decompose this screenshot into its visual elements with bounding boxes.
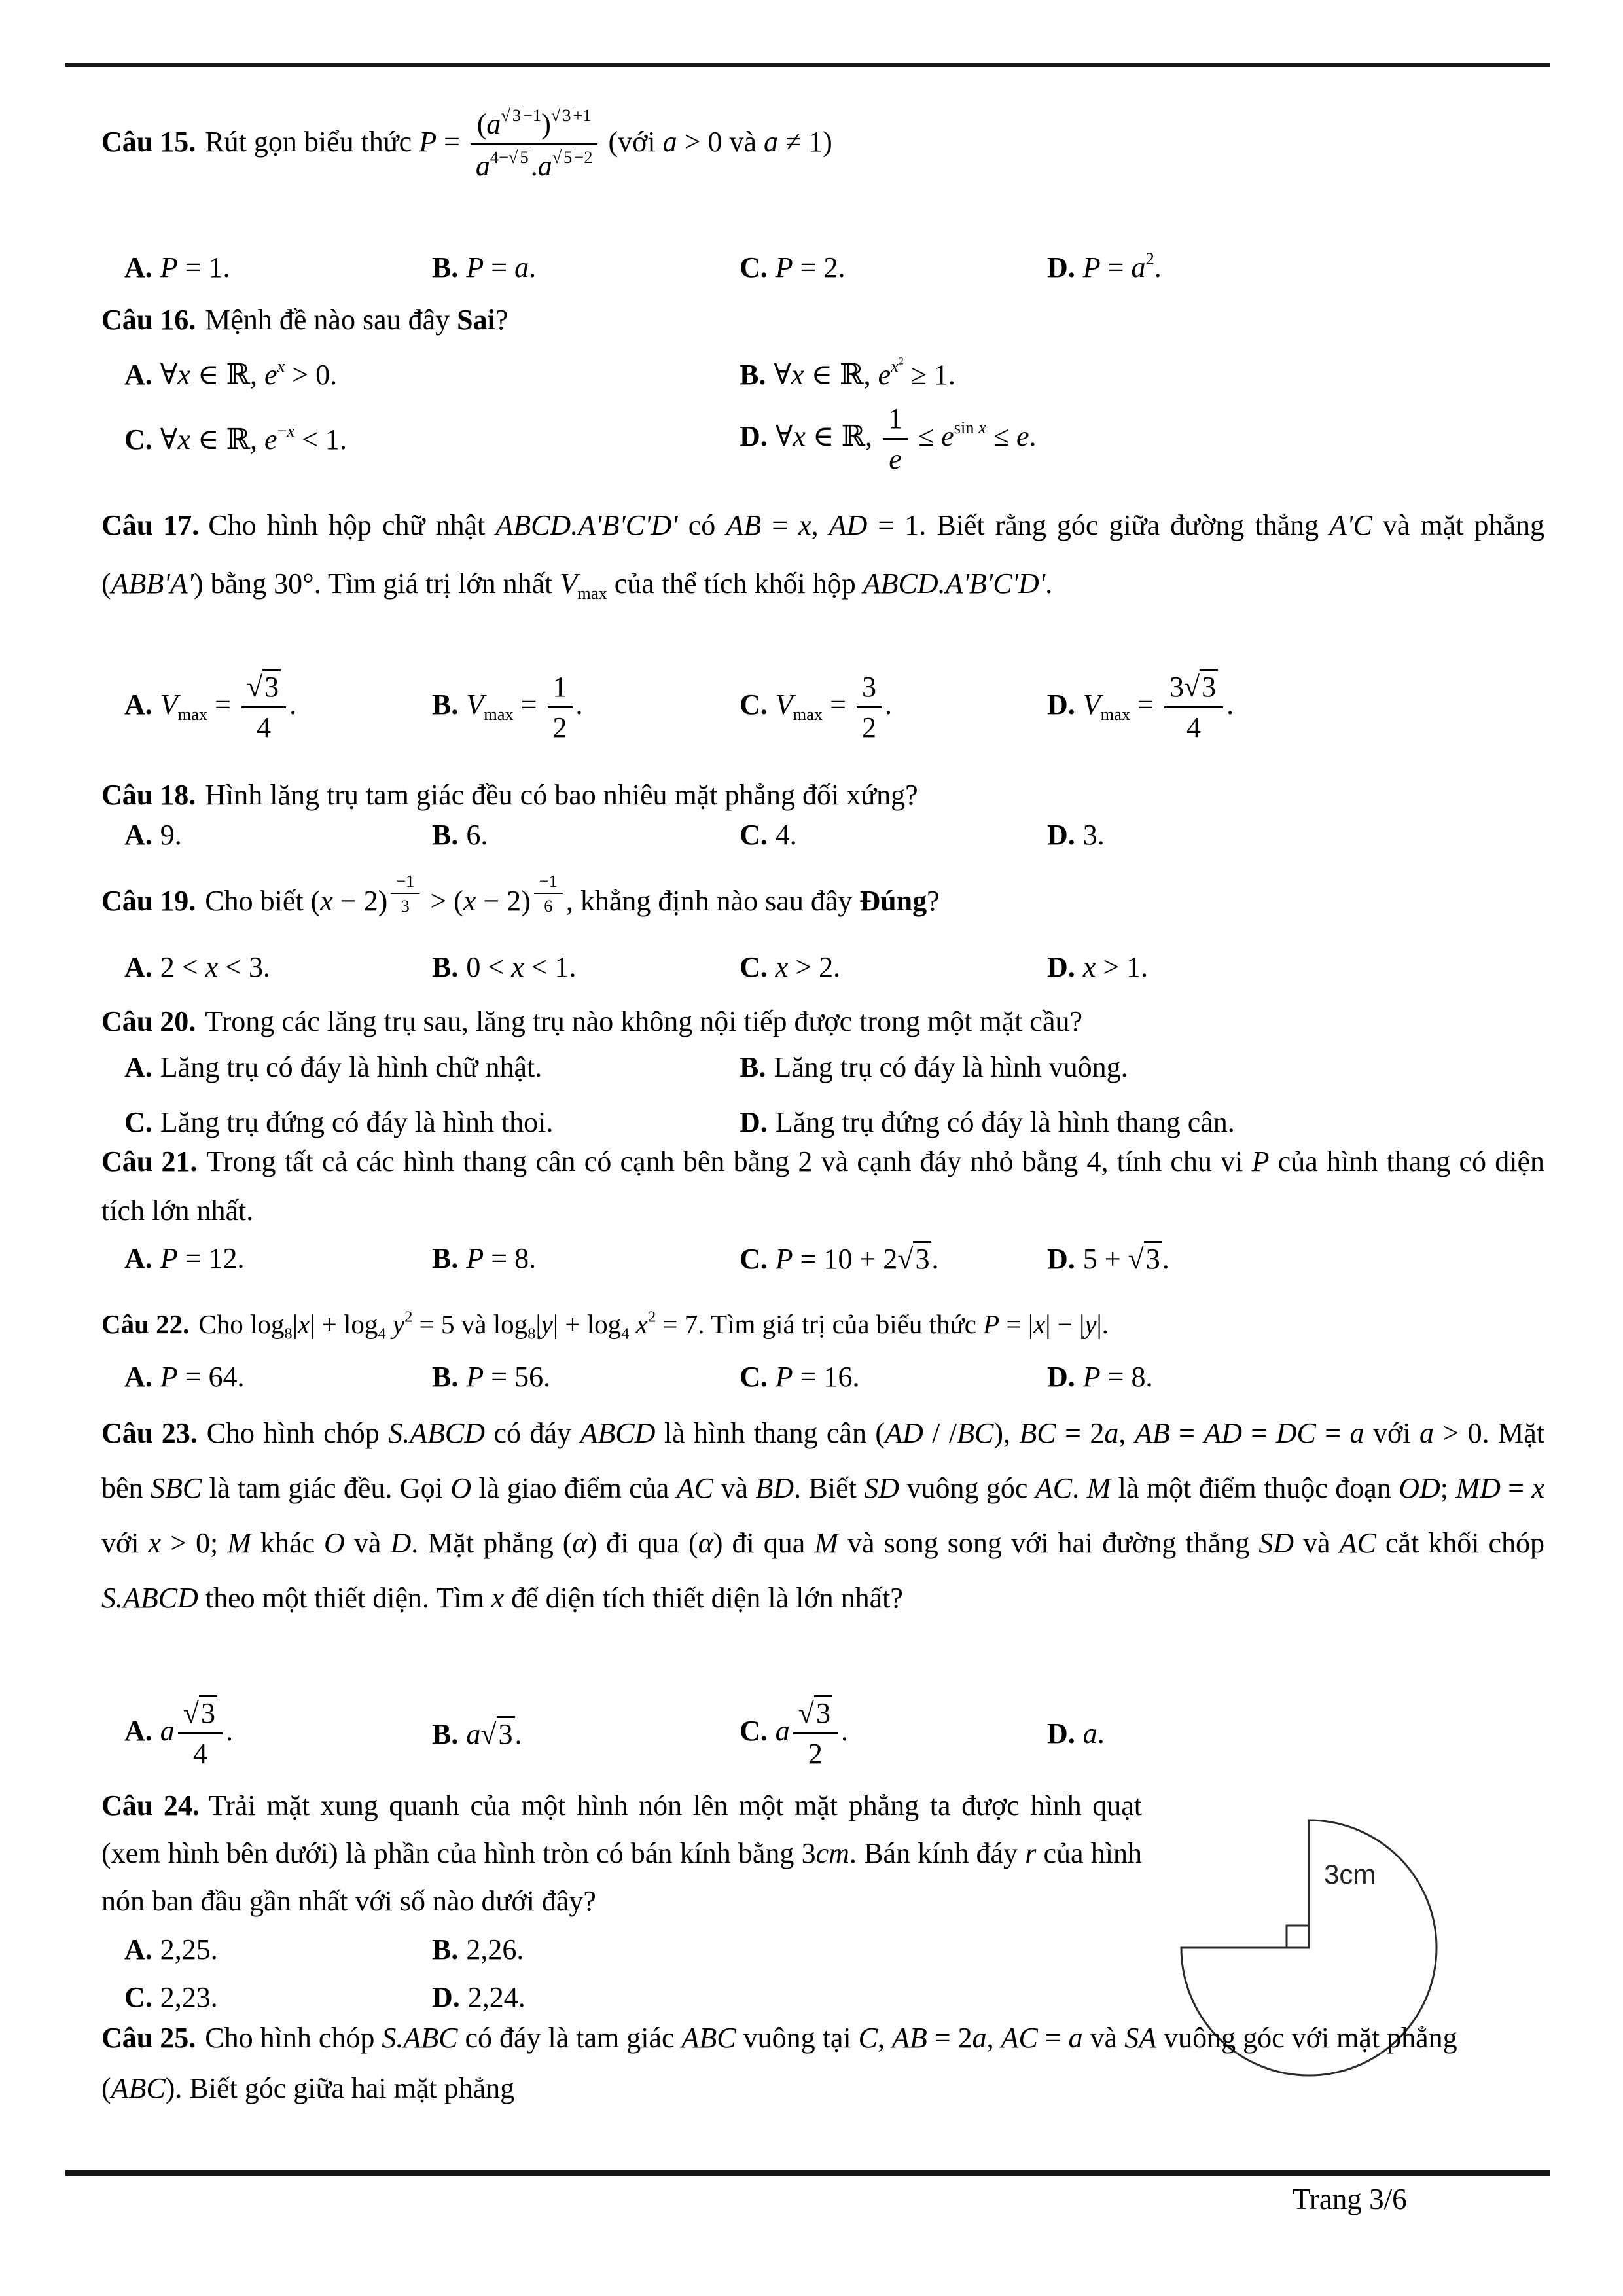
option-c: C. P = 2. xyxy=(740,251,846,283)
bottom-rule xyxy=(65,2170,1550,2176)
question-24 xyxy=(101,1782,1142,1925)
question-17-options xyxy=(101,669,1544,745)
option-a: A. 2,25. xyxy=(124,1933,218,1965)
question-19-options xyxy=(101,950,1544,984)
question-label: Câu 17. xyxy=(101,509,200,541)
question-20 xyxy=(101,997,1544,1047)
question-text: Mệnh đề nào sau đây Sai? xyxy=(205,304,508,336)
option-d: D. a. xyxy=(1047,1717,1105,1749)
question-15 xyxy=(101,105,1544,184)
question-text: Cho $\log_8|x| + \log_4 y^2 = 5$ và $\log_8|y| + \log_4 x^2 = 7$. Tìm giá trị của biểu thức P = |x| − |y|. xyxy=(198,1308,1109,1343)
question-text: Cho biết (x − 2) $^{\frac{-1}{3}}$ > (x − 2) $^{\frac{-1}{6}}$ , khẳng định nào sau đây Đúng? xyxy=(205,871,940,917)
option-b: B. 0 < x < 1. xyxy=(432,951,577,983)
option-a: A. 9. xyxy=(124,819,182,851)
question-16 xyxy=(101,296,1544,345)
question-18 xyxy=(101,771,1544,820)
option-b: B. $V_{max}$ = $\frac{1}{2}$ . xyxy=(432,669,740,745)
question-text: Cho hình chóp S.ABCD có đáy ABCD là hình thang cân (AD / /BC), BC = 2a, AB = AD = DC = a với a > 0. Mặt bên SBC là tam giác đều. Gọi O là giao điểm của AC và BD. Biết SD vuông góc AC. M là một điểm thuộc đoạn OD; MD = x với x > 0; M khác O và D. Mặt phẳng (α) đi qua (α) đi qua M và song song với hai đường thẳng SD và AC cắt khối chóp S.ABCD theo một thiết diện. Tìm x để diện tích thiết diện là lớn nhất? xyxy=(101,1417,1545,1614)
radius-label: 3cm xyxy=(1324,1859,1376,1890)
question-17 xyxy=(101,496,1544,613)
question-label: Câu 19. xyxy=(101,884,196,917)
question-23 xyxy=(101,1406,1544,1626)
question-label: Câu 16. xyxy=(101,304,196,336)
option-d: D. x > 1. xyxy=(1047,951,1149,983)
question-24-options xyxy=(101,1926,844,2021)
page-number: Trang 3/6 xyxy=(1293,2183,1407,2215)
option-c: C. 2,23. xyxy=(124,1981,218,2013)
question-label: Câu 24. xyxy=(101,1789,200,1821)
question-19 xyxy=(101,870,1544,925)
question-text: Trong tất cả các hình thang cân có cạnh bên bằng 2 và cạnh đáy nhỏ bằng 4, tính chu vi P của hình thang có diện tích lớn nhất. xyxy=(101,1145,1545,1227)
question-21-options xyxy=(101,1241,1544,1276)
option-c: C. 4. xyxy=(740,819,797,851)
option-d: D. P = 8. xyxy=(1047,1361,1153,1393)
option-d: D. $V_{max}$ = $\frac{3√3}{4}$ . xyxy=(1047,669,1544,745)
question-20-options xyxy=(101,1045,1544,1145)
option-a: A. a $\frac{√3}{4}$ . xyxy=(124,1695,432,1772)
question-label: Câu 21. xyxy=(101,1145,198,1177)
question-label: Câu 15. xyxy=(101,125,196,158)
option-a: A. ∀x ∈ ℝ, $e^x > 0$. xyxy=(124,355,338,391)
question-21 xyxy=(101,1137,1544,1235)
option-c: C. a $\frac{√3}{2}$ . xyxy=(740,1695,1047,1772)
option-c: C. P = 16. xyxy=(740,1361,860,1393)
question-text: Trải mặt xung quanh của một hình nón lên một mặt phẳng ta được hình quạt (xem hình bên dưới) là phần của hình tròn có bán kính bằng 3cm. Bán kính đáy r của hình nón ban đầu gần nhất với số nào dưới đây? xyxy=(101,1789,1142,1917)
option-b: B. ∀x ∈ ℝ, $e^{x^2} \ge 1$. xyxy=(740,356,955,391)
question-label: Câu 25. xyxy=(101,2022,196,2054)
option-d: D. $P = a^2$. xyxy=(1047,249,1162,283)
option-b: B. a√3. xyxy=(432,1716,740,1751)
option-a: A. $V_{max}$ = $\frac{√3}{4}$ . xyxy=(124,669,432,745)
question-text: Cho hình hộp chữ nhật ABCD.A'B'C'D' có AB = x, AD = 1. Biết rằng góc giữa đường thẳng A'C và mặt phẳng (ABB'A') bằng 30°. Tìm giá trị lớn nhất $V_{max}$ của thể tích khối hộp ABCD.A'B'C'D'. xyxy=(101,509,1545,603)
right-angle-mark xyxy=(1287,1926,1309,1948)
question-15-options xyxy=(101,250,1544,284)
option-c: C. $V_{max}$ = $\frac{3}{2}$ . xyxy=(740,669,1047,745)
option-d: D. 3. xyxy=(1047,819,1105,851)
question-text: Trong các lăng trụ sau, lăng trụ nào không nội tiếp được trong một mặt cầu? xyxy=(205,1005,1083,1037)
question-label: Câu 20. xyxy=(101,1005,196,1037)
question-text: Cho hình chóp S.ABC có đáy là tam giác ABC vuông tại C, AB = 2a, AC = a và SA vuông góc với mặt phẳng (ABC). Biết góc giữa hai mặt phẳng xyxy=(101,2022,1457,2104)
option-d: D. 5 + √3. xyxy=(1047,1241,1544,1276)
option-b: B. P = a. xyxy=(432,251,537,283)
option-c: C. ∀x ∈ ℝ, $e^{-x} < 1$. xyxy=(124,420,347,456)
top-rule xyxy=(65,63,1550,67)
option-c: C. P = 10 + 2√3. xyxy=(740,1241,1047,1276)
question-label: Câu 22. xyxy=(101,1309,190,1339)
option-a: A. 2 < x < 3. xyxy=(124,951,270,983)
option-b: B. 6. xyxy=(432,819,488,851)
option-d: D. ∀x ∈ ℝ, $\frac{1}{e}$ ≤ $e^{sin x} \le e$. xyxy=(740,401,1544,477)
option-c: C. Lăng trụ đứng có đáy là hình thoi. xyxy=(124,1106,554,1138)
option-c: C. x > 2. xyxy=(740,951,841,983)
option-b: B. P = 8. xyxy=(432,1242,537,1275)
question-text: Hình lăng trụ tam giác đều có bao nhiêu mặt phẳng đối xứng? xyxy=(205,779,918,811)
question-23-options xyxy=(101,1695,1544,1772)
question-text: Rút gọn biểu thức P = $\frac{(a^{√ 3 -1})^{√ 3 +1}}{a^{4-√ 5}.a^{√ 5 -2}}$ (với a > 0 và a ≠ 1) xyxy=(205,105,832,182)
question-25 xyxy=(101,2013,1544,2113)
option-b: B. 2,26. xyxy=(432,1933,524,1965)
question-label: Câu 23. xyxy=(101,1417,198,1449)
option-a: A. P = 64. xyxy=(124,1361,245,1393)
option-a: A. P = 1. xyxy=(124,251,230,283)
option-b: B. Lăng trụ có đáy là hình vuông. xyxy=(740,1051,1128,1083)
question-22-options xyxy=(101,1360,1544,1393)
option-d: D. Lăng trụ đứng có đáy là hình thang cân. xyxy=(740,1106,1235,1138)
question-label: Câu 18. xyxy=(101,779,196,811)
option-b: B. P = 56. xyxy=(432,1361,551,1393)
option-a: A. P = 12. xyxy=(124,1242,245,1275)
option-d: D. 2,24. xyxy=(432,1981,526,2013)
option-a: A. Lăng trụ có đáy là hình chữ nhật. xyxy=(124,1051,543,1083)
question-16-options xyxy=(101,357,1544,477)
question-22 xyxy=(101,1301,1544,1347)
question-18-options xyxy=(101,818,1544,852)
